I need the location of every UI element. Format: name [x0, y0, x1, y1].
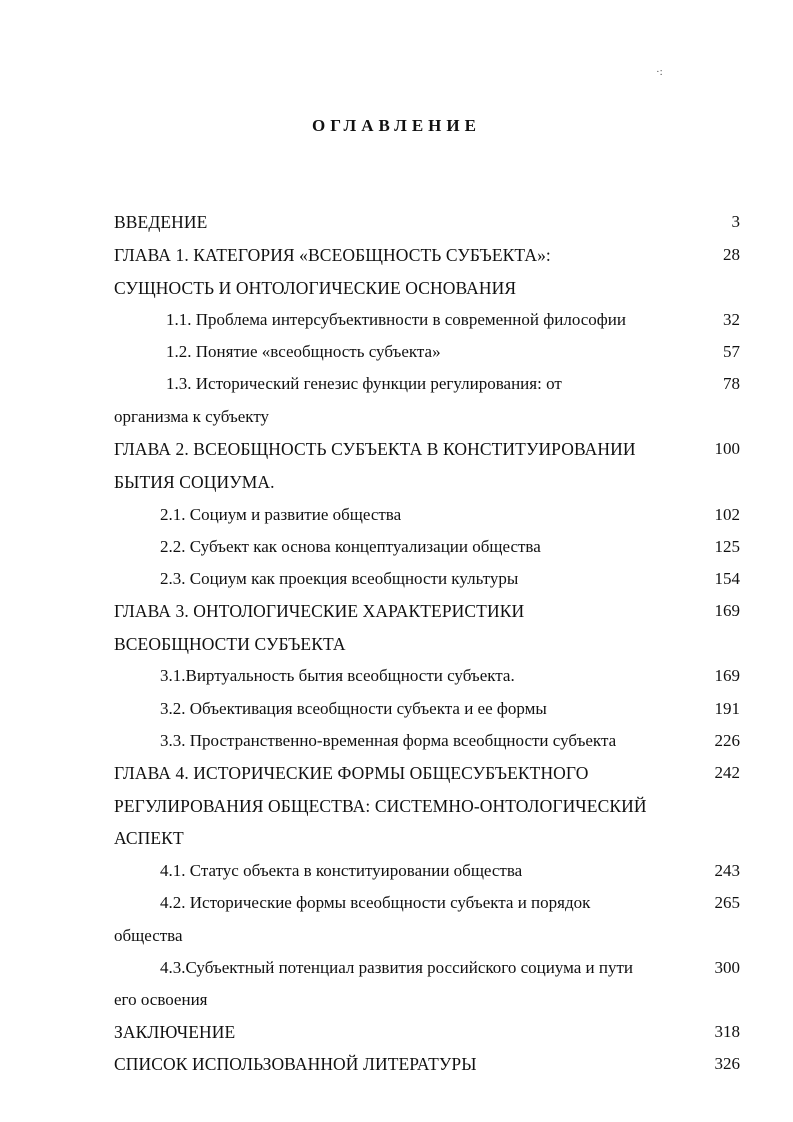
toc-entry-chapter-2-cont: БЫТИЯ СОЦИУМА. [114, 472, 275, 492]
toc-page-section-2-2: 125 [714, 537, 740, 556]
toc-entry-section-3-1: 3.1.Виртуальность бытия всеобщности субъекта. [160, 666, 515, 685]
toc-entry-section-1-1: 1.1. Проблема интерсубъективности в современной философии [166, 310, 626, 329]
toc-entry-section-1-2: 1.2. Понятие «всеобщность субъекта» [166, 342, 441, 361]
toc-entry-chapter-1-cont: СУЩНОСТЬ И ОНТОЛОГИЧЕСКИЕ ОСНОВАНИЯ [114, 278, 517, 298]
toc-entry-section-1-3: 1.3. Исторический генезис функции регулирования: от [166, 374, 562, 393]
toc-entry-section-2-1: 2.1. Социум и развитие общества [160, 505, 402, 524]
toc-page-section-2-1: 102 [714, 505, 740, 524]
toc-entry-section-4-3: 4.3.Субъектный потенциал развития российского социума и пути [160, 958, 634, 977]
toc-page-section-4-1: 243 [714, 861, 740, 880]
toc-entry-chapter-4-cont-2: АСПЕКТ [114, 828, 184, 848]
toc-entry-chapter-3-cont: ВСЕОБЩНОСТИ СУБЪЕКТА [114, 634, 346, 654]
toc-entry-intro: ВВЕДЕНИЕ [114, 212, 208, 232]
toc-page-chapter-2: 100 [714, 439, 740, 458]
toc-page-section-4-2: 265 [714, 893, 740, 912]
toc-entry-section-3-2: 3.2. Объективация всеобщности субъекта и ее формы [160, 699, 547, 718]
toc-page-section-3-3: 226 [714, 731, 740, 750]
toc-page-section-1-3: 78 [723, 374, 740, 393]
toc-entry-section-2-3: 2.3. Социум как проекция всеобщности культуры [160, 569, 519, 588]
toc-entry-section-4-1: 4.1. Статус объекта в конституировании общества [160, 861, 523, 880]
toc-page-section-1-1: 32 [723, 310, 740, 329]
toc-entry-chapter-2: ГЛАВА 2. ВСЕОБЩНОСТЬ СУБЪЕКТА В КОНСТИТУИРОВАНИИ [114, 439, 636, 459]
toc-page-chapter-3: 169 [714, 601, 740, 620]
page-title: ОГЛАВЛЕНИЕ [312, 116, 481, 135]
scan-speck: ·: [656, 66, 663, 78]
toc-entry-chapter-1: ГЛАВА 1. КАТЕГОРИЯ «ВСЕОБЩНОСТЬ СУБЪЕКТА»: [114, 245, 551, 265]
toc-page-section-4-3: 300 [714, 958, 740, 977]
toc-entry-conclusion: ЗАКЛЮЧЕНИЕ [114, 1022, 236, 1042]
toc-entry-section-2-2: 2.2. Субъект как основа концептуализации общества [160, 537, 541, 556]
toc-page-conclusion: 318 [714, 1022, 740, 1041]
toc-entry-section-4-3-cont: его освоения [114, 990, 208, 1009]
toc-entry-chapter-4-cont: РЕГУЛИРОВАНИЯ ОБЩЕСТВА: СИСТЕМНО-ОНТОЛОГИЧЕСКИЙ [114, 796, 647, 816]
toc-entry-chapter-4: ГЛАВА 4. ИСТОРИЧЕСКИЕ ФОРМЫ ОБЩЕСУБЪЕКТНОГО [114, 763, 589, 783]
toc-entry-section-3-3: 3.3. Пространственно-временная форма всеобщности субъекта [160, 731, 617, 750]
toc-page-references: 326 [714, 1054, 740, 1073]
toc-page-chapter-1: 28 [723, 245, 740, 264]
toc-entry-section-4-2: 4.2. Исторические формы всеобщности субъекта и порядок [160, 893, 591, 912]
toc-page-section-2-3: 154 [714, 569, 740, 588]
toc-page-chapter-4: 242 [714, 763, 740, 782]
toc-page-section-3-2: 191 [714, 699, 740, 718]
toc-entry-section-1-3-cont: организма к субъекту [114, 407, 270, 426]
toc-page-section-3-1: 169 [714, 666, 740, 685]
toc-page-intro: 3 [731, 212, 740, 231]
toc-entry-references: СПИСОК ИСПОЛЬЗОВАННОЙ ЛИТЕРАТУРЫ [114, 1054, 477, 1074]
toc-entry-chapter-3: ГЛАВА 3. ОНТОЛОГИЧЕСКИЕ ХАРАКТЕРИСТИКИ [114, 601, 525, 621]
toc-page-section-1-2: 57 [723, 342, 740, 361]
toc-entry-section-4-2-cont: общества [114, 926, 183, 945]
